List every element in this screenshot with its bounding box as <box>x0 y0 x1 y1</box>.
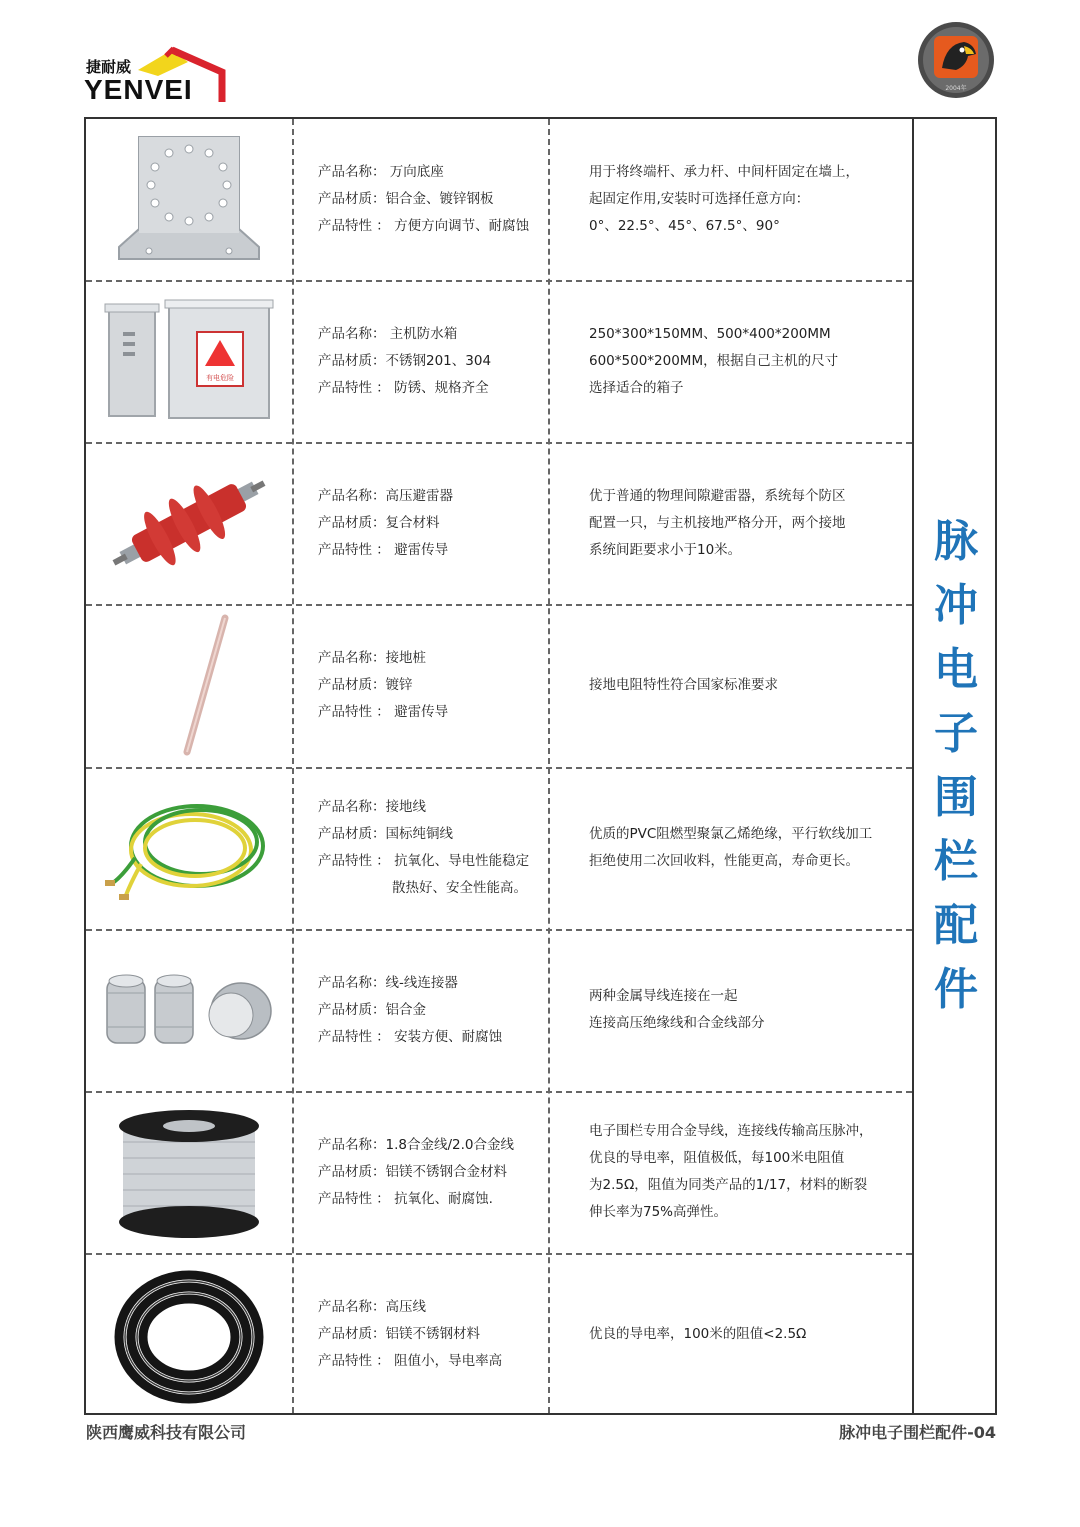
product-row <box>86 119 912 279</box>
side-title-char: 栏 <box>934 836 978 887</box>
desc-line: 优于普通的物理间隙避雷器，系统每个防区 <box>589 487 846 504</box>
product-spec <box>318 119 548 279</box>
spec-line: 产品名称：接地桩 <box>318 649 426 666</box>
desc-line: 优质的PVC阻燃型聚氯乙烯绝缘，平行软线加工 <box>589 826 873 842</box>
side-title-char: 围 <box>934 772 978 823</box>
spec-line: 产品名称： 万向底座 <box>318 163 444 180</box>
product-description <box>589 443 899 603</box>
svg-text:有电危险: 有电危险 <box>206 374 234 382</box>
spec-line: 产品材质：铝镁不锈钢合金材料 <box>318 1163 507 1180</box>
spec-line: 产品材质：铝合金 <box>318 1001 426 1018</box>
product-spec <box>318 768 548 928</box>
spec-line: 产品材质：复合材料 <box>318 514 440 531</box>
product-row <box>86 1092 912 1252</box>
logo-english-text: YENVEI <box>84 74 193 105</box>
product-description <box>589 768 899 928</box>
spec-line: 产品材质：镀锌 <box>318 676 413 693</box>
product-spec <box>318 281 548 441</box>
spec-line: 产品材质：铝镁不锈钢材料 <box>318 1325 480 1342</box>
product-image-cell <box>86 443 292 603</box>
lightning-arrester-icon <box>104 458 274 588</box>
product-description <box>589 1254 899 1414</box>
desc-line: 两种金属导线连接在一起 <box>589 988 738 1004</box>
product-row <box>86 930 912 1090</box>
side-title-char: 子 <box>934 708 978 759</box>
waterproof-box-icon <box>101 296 277 426</box>
desc-line: 电子围栏专用合金导线，连接线传输高压脉冲， <box>589 1123 873 1139</box>
desc-line: 用于将终端杆、承力杆、中间杆固定在墙上， <box>589 163 859 180</box>
ground-wire-icon <box>101 788 277 908</box>
desc-line: 为2.5Ω，阻值为同类产品的1/17，材料的断裂 <box>589 1177 868 1193</box>
spec-line: 产品名称：线-线连接器 <box>318 974 458 991</box>
product-spec <box>318 1254 548 1414</box>
product-row <box>86 768 912 928</box>
product-image-cell <box>86 768 292 928</box>
footer-page-label: 脉冲电子围栏配件-04 <box>839 1423 996 1442</box>
svg-text:2004年: 2004年 <box>945 85 967 92</box>
desc-line: 0°、22.5°、45°、67.5°、90° <box>589 217 780 234</box>
ground-rod-icon <box>129 610 249 760</box>
product-image-cell <box>86 930 292 1090</box>
product-description <box>589 1092 899 1252</box>
product-image-cell <box>86 119 292 279</box>
spec-line: 产品名称：高压线 <box>318 1298 426 1315</box>
product-image-cell <box>86 605 292 765</box>
desc-line: 拒绝使用二次回收料，性能更高，寿命更长。 <box>589 853 859 869</box>
product-row <box>86 443 912 603</box>
footer-company-name: 陕西鹰威科技有限公司 <box>86 1423 247 1442</box>
desc-line: 接地电阻特性符合国家标准要求 <box>589 676 778 693</box>
product-spec <box>318 930 548 1090</box>
product-image-cell <box>86 281 292 441</box>
spec-line: 产品特性 ： 安装方便、耐腐蚀 <box>318 1028 503 1045</box>
spec-line: 产品特性 ： 防锈、规格齐全 <box>318 379 489 396</box>
product-spec <box>318 1092 548 1252</box>
spec-line: 产品特性 ： 抗氧化、导电性能稳定 <box>318 853 530 869</box>
product-description <box>589 605 899 765</box>
company-logo <box>84 46 234 108</box>
desc-line: 配置一只，与主机接地严格分开，两个接地 <box>589 514 846 531</box>
spec-line: 散热好、安全性能高。 <box>392 880 527 896</box>
spec-line: 产品特性 ： 避雷传导 <box>318 703 449 720</box>
spec-line: 产品材质：铝合金、镀锌钢板 <box>318 190 494 207</box>
spec-line: 产品名称： 主机防水箱 <box>318 325 458 342</box>
logo-chinese-text: 捷耐威 <box>86 58 132 76</box>
desc-line: 250*300*150MM、500*400*200MM <box>589 325 831 342</box>
product-description <box>589 930 899 1090</box>
side-title-char: 电 <box>934 644 978 695</box>
spec-line: 产品特性 ： 方便方向调节、耐腐蚀 <box>318 217 530 234</box>
product-spec <box>318 605 548 765</box>
desc-line: 600*500*200MM，根据自己主机的尺寸 <box>589 352 839 369</box>
spec-line: 产品特性 ： 阻值小，导电率高 <box>318 1352 503 1369</box>
spec-line: 产品名称：接地线 <box>318 799 426 815</box>
product-row <box>86 281 912 441</box>
desc-line: 起固定作用,安装时可选择任意方向： <box>589 190 810 207</box>
product-description <box>589 281 899 441</box>
desc-line: 选择适合的箱子 <box>589 379 684 396</box>
side-title-char: 冲 <box>934 580 978 631</box>
high-voltage-cable-icon <box>109 1259 269 1409</box>
side-title-char: 脉 <box>934 516 978 567</box>
alloy-wire-spool-icon <box>109 1102 269 1242</box>
spec-line: 产品特性 ： 抗氧化、耐腐蚀. <box>318 1190 493 1207</box>
spec-line: 产品特性 ： 避雷传导 <box>318 541 449 558</box>
product-row <box>86 1254 912 1414</box>
spec-line: 产品材质：不锈钢201、304 <box>318 352 492 369</box>
product-image-cell <box>86 1092 292 1252</box>
side-title-char: 配 <box>934 900 978 951</box>
side-title-char: 件 <box>934 964 978 1015</box>
side-title <box>914 510 998 1022</box>
product-spec <box>318 443 548 603</box>
desc-line: 连接高压绝缘线和合金线部分 <box>589 1015 765 1031</box>
desc-line: 优良的导电率，阻值极低，每100米电阻值 <box>589 1150 845 1166</box>
desc-line: 系统间距要求小于10米。 <box>589 541 742 558</box>
product-description <box>589 119 899 279</box>
spec-line: 产品名称：1.8合金线/2.0合金线 <box>318 1136 514 1153</box>
eagle-badge-icon <box>916 20 996 100</box>
mounting-base-icon <box>109 129 269 269</box>
desc-line: 伸长率为75%高弹性。 <box>589 1204 728 1220</box>
spec-line: 产品名称：高压避雷器 <box>318 487 453 504</box>
wire-connector-icon <box>101 965 277 1055</box>
spec-line: 产品材质：国标纯铜线 <box>318 826 453 842</box>
desc-line: 优良的导电率，100米的阻值<2.5Ω <box>589 1325 807 1342</box>
product-image-cell <box>86 1254 292 1414</box>
product-row <box>86 605 912 765</box>
